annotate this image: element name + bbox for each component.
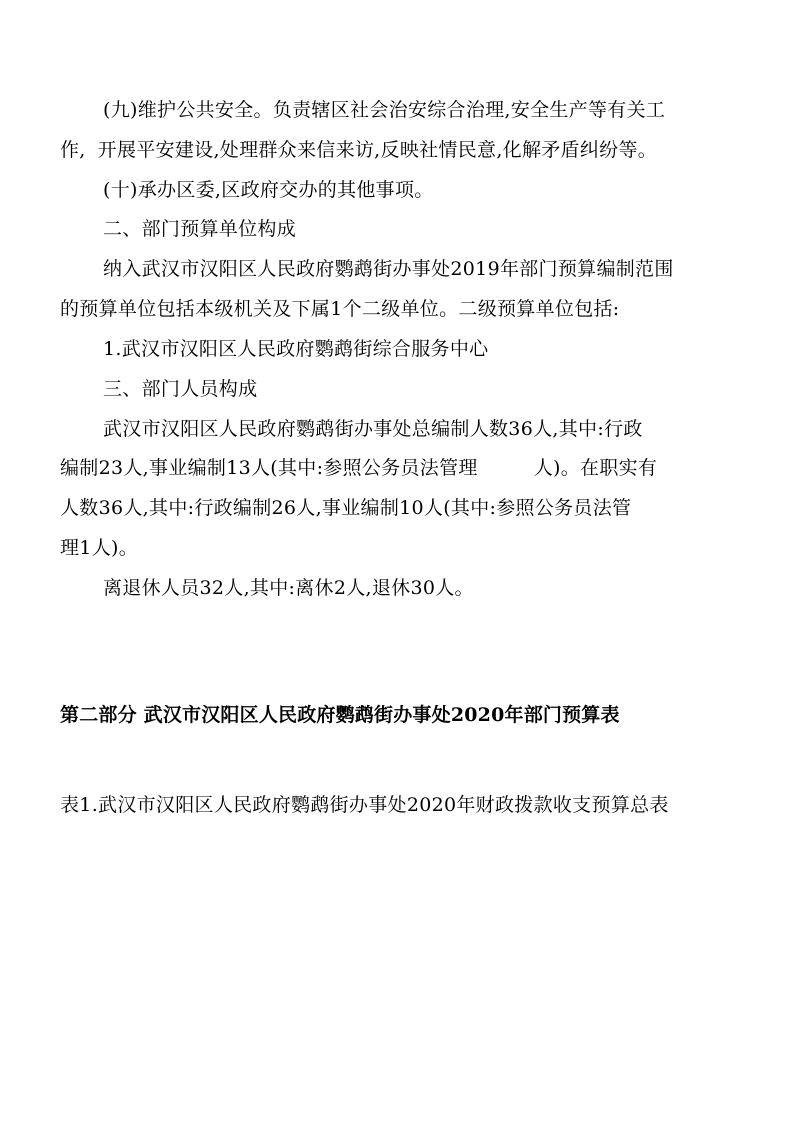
item-9-line-2 bbox=[60, 138, 657, 162]
item-10: (十)承办区委,区政府交办的其他事项。 bbox=[103, 179, 434, 201]
budget-unit-1: 1.武汉市汉阳区人民政府鹦鹉街综合服务中心 bbox=[103, 338, 489, 360]
retired-personnel: 离退休人员32人,其中:离休2人,退休30人。 bbox=[103, 577, 474, 599]
section-3-paragraph-line-4: 理1人)。 bbox=[60, 537, 139, 559]
section-2-heading: 二、部门预算单位构成 bbox=[103, 218, 297, 240]
section-2-paragraph-line-1: 纳入武汉市汉阳区人民政府鹦鹉街办事处2019年部门预算编制范围 bbox=[103, 258, 674, 280]
section-3-paragraph-line-2-start: 编制23人,事业编制13人(其中:参照公务员法管理 bbox=[60, 457, 478, 479]
item-9-line-1: (九)维护公共安全。负责辖区社会治安综合治理,安全生产等有关工 bbox=[103, 99, 666, 121]
section-3-heading: 三、部门人员构成 bbox=[103, 378, 258, 400]
item-9-line-2-rest: 开展平安建设,处理群众来信来访,反映社情民意,化解矛盾纠纷等。 bbox=[97, 139, 658, 161]
item-9-line-2-start: 作, bbox=[60, 139, 86, 161]
section-2-paragraph-line-2: 的预算单位包括本级机关及下属1个二级单位。二级预算单位包括: bbox=[60, 298, 620, 320]
section-3-paragraph-line-2 bbox=[60, 456, 657, 480]
table-1-title: 表1.武汉市汉阳区人民政府鹦鹉街办事处2020年财政拨款收支预算总表 bbox=[60, 794, 669, 816]
section-3-paragraph-line-3: 人数36人,其中:行政编制26人,事业编制10人(其中:参照公务员法管 bbox=[60, 497, 632, 519]
part-two-heading: 第二部分 武汉市汉阳区人民政府鹦鹉街办事处2020年部门预算表 bbox=[60, 704, 620, 726]
section-3-paragraph-line-2-end: 人)。在职实有 bbox=[533, 457, 658, 479]
section-3-paragraph-line-1: 武汉市汉阳区人民政府鹦鹉街办事处总编制人数36人,其中:行政 bbox=[103, 418, 643, 440]
